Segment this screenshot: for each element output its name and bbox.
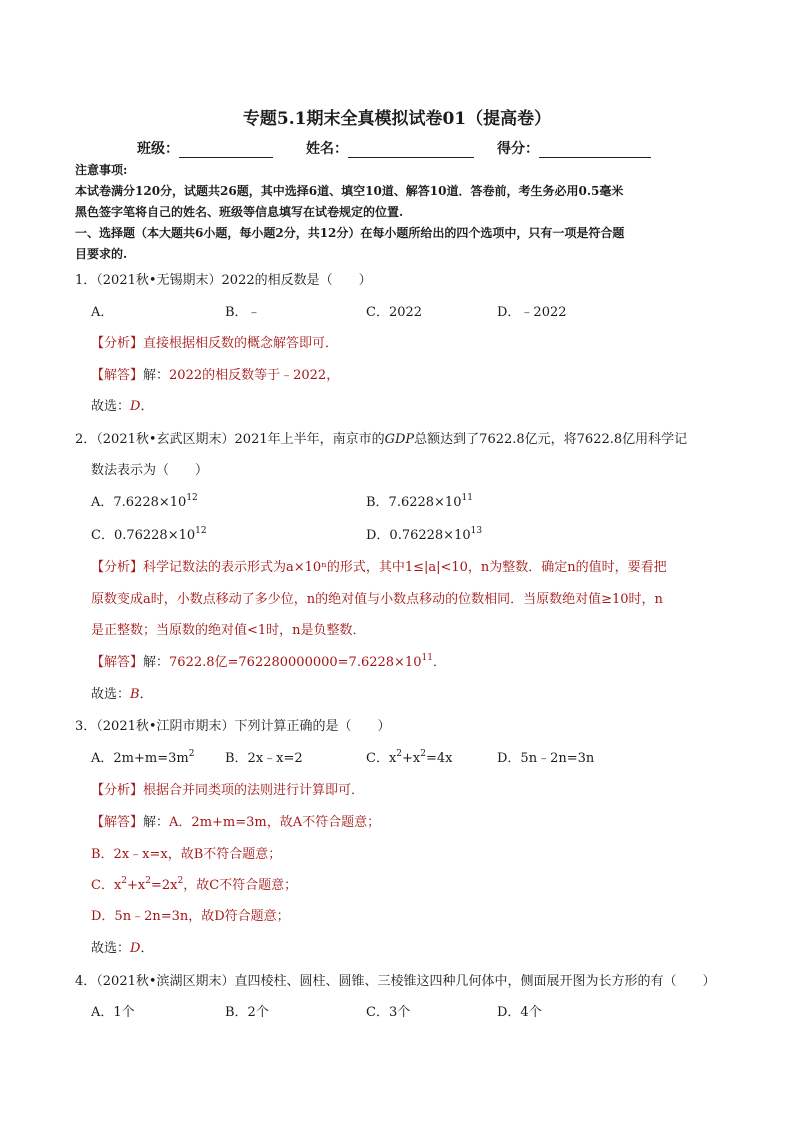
q1-option-d: D．﹣2022 xyxy=(497,305,567,320)
q3-option-a-text: A．2m+m=3m xyxy=(91,751,189,766)
q2-analysis-2: 原数变成a时，小数点移动了多少位，n的绝对值与小数点移动的位数相同．当原数绝对值≥10时，n xyxy=(91,592,663,607)
exponent: 2 xyxy=(121,875,128,886)
q2-option-a xyxy=(91,494,198,512)
q2-answer xyxy=(91,654,446,672)
q3-answer xyxy=(91,814,380,832)
q2-option-d-text: D．0.76228×10 xyxy=(366,528,471,543)
class-blank[interactable] xyxy=(179,142,273,158)
analysis-tag: 【分析】 xyxy=(91,336,144,351)
q4-option-a: A．1个 xyxy=(91,1005,135,1020)
section-1-heading: 一、选择题（本大题共6小题，每小题2分，共12分）在每小题所给出的四个选项中，只有一项是符合题 xyxy=(75,226,625,240)
q2-stem-text-a: 2．（2021秋•玄武区期末）2021年上半年，南京市的 xyxy=(75,432,385,447)
q2-option-d xyxy=(366,527,482,545)
q1-option-c: C．2022 xyxy=(366,305,423,320)
q3-answer-b: B．2x﹣x=x，故B不符合题意； xyxy=(91,847,282,862)
answer-tag: 【解答】 xyxy=(91,368,144,383)
name-blank[interactable] xyxy=(348,142,474,158)
q1-analysis xyxy=(91,335,338,353)
name-label: 姓名： xyxy=(306,141,348,157)
q2-option-a-text: A．7.6228×10 xyxy=(91,495,187,510)
q2-stem-text-b: 总额达到了7622.8亿元，将7622.8亿用科学记 xyxy=(414,432,688,447)
page-title: 专题5.1期末全真模拟试卷01（提高卷） xyxy=(242,109,552,129)
score-label: 得分： xyxy=(497,141,539,157)
score-blank[interactable] xyxy=(539,142,651,158)
section-1-heading-cont: 目要求的. xyxy=(75,247,128,261)
q2-stem-2: 数法表示为（ ） xyxy=(91,463,209,478)
q3-stem: 3．（2021秋•江阴市期末）下列计算正确的是（ ） xyxy=(75,719,391,734)
q3-option-c xyxy=(366,750,452,768)
exponent: 12 xyxy=(186,492,198,503)
score-field[interactable] xyxy=(497,138,651,158)
choice-label: 故选： xyxy=(91,399,131,414)
q2-gdp: GDP xyxy=(384,432,415,447)
exponent: 2 xyxy=(145,875,151,886)
exponent: 13 xyxy=(470,525,483,536)
answer-prefix: 解： xyxy=(143,655,170,670)
choice-end: ． xyxy=(140,941,154,956)
notice-line-1: 本试卷满分120分，试题共26题，其中选择6道、填空10道、解答10道．答卷前，考生务必用0.5毫米 xyxy=(75,184,624,198)
q2-option-b-text: B．7.6228×10 xyxy=(366,495,462,510)
q3-answer-d: D．5n﹣2n=3n，故D符合题意； xyxy=(91,909,290,924)
exponent: 11 xyxy=(461,492,473,503)
q3-choice xyxy=(91,940,153,958)
answer-prefix: 解： xyxy=(143,368,170,383)
q4-stem: 4．（2021秋•滨湖区期末）直四棱柱、圆柱、圆锥、三棱锥这四种几何体中，侧面展开图为长方形的有（ ） xyxy=(75,974,716,989)
q3-analysis-text: 根据合并同类项的法则进行计算即可． xyxy=(143,783,365,798)
choice-end: ． xyxy=(139,687,153,702)
choice-label: 故选： xyxy=(91,941,131,956)
q4-option-c: C．3个 xyxy=(366,1005,411,1020)
choice-end: ． xyxy=(140,399,154,414)
notice-line-2: 黑色签字笔将自己的姓名、班级等信息填写在试卷规定的位置. xyxy=(75,205,404,219)
class-label: 班级： xyxy=(137,141,179,157)
q3-answer-c-part: C．x xyxy=(91,878,122,893)
analysis-tag: 【分析】 xyxy=(91,783,144,798)
q1-answer xyxy=(91,367,339,385)
q2-option-b xyxy=(366,494,473,512)
q1-choice xyxy=(91,398,153,416)
q2-analysis-3: 是正整数；当原数的绝对值<1时，n是负整数． xyxy=(91,623,366,638)
q2-analysis-1 xyxy=(91,559,667,577)
exponent: 12 xyxy=(195,525,207,536)
q1-option-a: A． xyxy=(91,305,114,320)
exponent: 2 xyxy=(420,748,426,759)
q3-choice-letter: D xyxy=(130,941,141,956)
q4-option-b: B．2个 xyxy=(225,1005,269,1020)
answer-prefix: 解： xyxy=(143,815,170,830)
q1-option-b: B．﹣ xyxy=(225,305,261,320)
q4-option-d: D．4个 xyxy=(497,1005,542,1020)
answer-tag: 【解答】 xyxy=(91,655,144,670)
q3-answer-a: A．2m+m=3m，故A不符合题意； xyxy=(169,815,381,830)
name-field[interactable] xyxy=(306,138,474,158)
analysis-tag: 【分析】 xyxy=(91,560,144,575)
q2-stem-1 xyxy=(75,431,687,449)
q3-option-b: B．2x﹣x=2 xyxy=(225,751,303,766)
q3-answer-c xyxy=(91,877,297,895)
q3-answer-c-part: +x xyxy=(127,878,146,893)
q2-analysis-text-1: 科学记数法的表示形式为a×10ⁿ的形式，其中1≤|a|<10，n为整数．确定n的值时，要看把 xyxy=(143,560,667,575)
q2-choice xyxy=(91,686,153,704)
exponent: 2 xyxy=(177,875,184,886)
q2-answer-text: 7622.8亿=762280000000=7.6228×10 xyxy=(169,655,422,670)
q3-analysis xyxy=(91,782,364,800)
exponent: 2 xyxy=(396,748,403,759)
answer-tag: 【解答】 xyxy=(91,815,144,830)
q2-choice-letter: B xyxy=(130,687,140,702)
q1-stem: 1．（2021秋•无锡期末）2022的相反数是（ ） xyxy=(75,273,372,288)
exponent: 2 xyxy=(188,748,195,759)
q3-answer-c-part: =2x xyxy=(150,878,178,893)
q3-answer-c-part: ，故C不符合题意； xyxy=(183,878,298,893)
q3-option-c-part: =4x xyxy=(425,751,453,766)
class-field[interactable] xyxy=(137,138,273,158)
q1-choice-letter: D xyxy=(130,399,141,414)
q3-option-c-part: C．x xyxy=(366,751,397,766)
q3-option-c-part: +x xyxy=(402,751,421,766)
q2-option-c-text: C．0.76228×10 xyxy=(91,528,196,543)
notice-heading: 注意事项: xyxy=(75,163,128,177)
exponent: 11 xyxy=(421,652,433,663)
choice-label: 故选： xyxy=(91,687,131,702)
q3-option-d: D．5n﹣2n=3n xyxy=(497,751,595,766)
q2-option-c xyxy=(91,527,207,545)
q1-analysis-text: 直接根据相反数的概念解答即可． xyxy=(143,336,339,351)
q1-answer-text: 2022的相反数等于﹣2022， xyxy=(169,368,340,383)
q3-option-a xyxy=(91,750,194,768)
answer-end: ． xyxy=(432,655,446,670)
